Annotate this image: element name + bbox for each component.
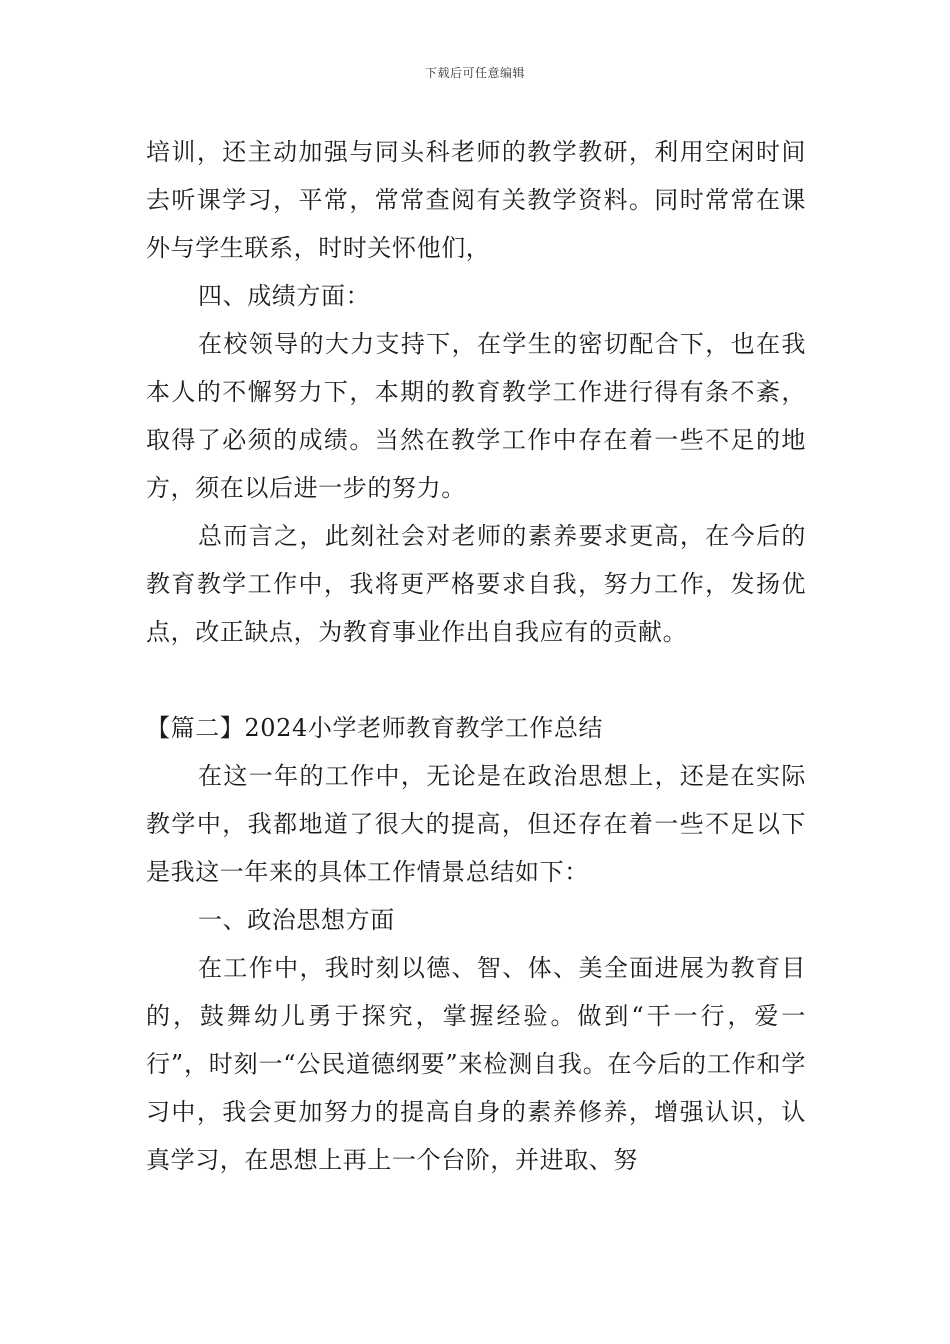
section-heading-political: 一、政治思想方面 [198, 906, 395, 934]
article-title: 【篇二】2024小学老师教育教学工作总结 [146, 714, 604, 742]
page-header: 下载后可任意编辑 [424, 66, 525, 80]
paragraph-political: 在工作中，我时刻以德、智、体、美全面进展为教育目的，鼓舞幼儿勇于探究，掌握经验。做到“干一行，爱一行”，时刻一“公民道德纲要”来检测自我。在今后的工作和学习中，我会更加努力的提高自身的素养修养，增强认识，认真学习，在思想上再上一个台阶，并进取、努 [146, 954, 806, 1174]
section-heading-achievements: 四、成绩方面： [198, 282, 371, 310]
paragraph-intro: 在这一年的工作中，无论是在政治思想上，还是在实际教学中，我都地道了很大的提高，但还存在着一些不足以下是我这一年来的具体工作情景总结如下： [146, 762, 806, 886]
paragraph-conclusion: 总而言之，此刻社会对老师的素养要求更高，在今后的教育教学工作中，我将更严格要求自我，努力工作，发扬优点，改正缺点，为教育事业作出自我应有的贡献。 [146, 522, 806, 646]
paragraph-achievements: 在校领导的大力支持下，在学生的密切配合下，也在我本人的不懈努力下，本期的教育教学工作进行得有条不紊，取得了必须的成绩。当然在教学工作中存在着一些不足的地方，须在以后进一步的努力。 [146, 330, 806, 502]
paragraph-training: 培训，还主动加强与同头科老师的教学教研，利用空闲时间去听课学习，平常，常常查阅有关教学资料。同时常常在课外与学生联系，时时关怀他们， [146, 138, 806, 262]
document-body [146, 128, 806, 1184]
